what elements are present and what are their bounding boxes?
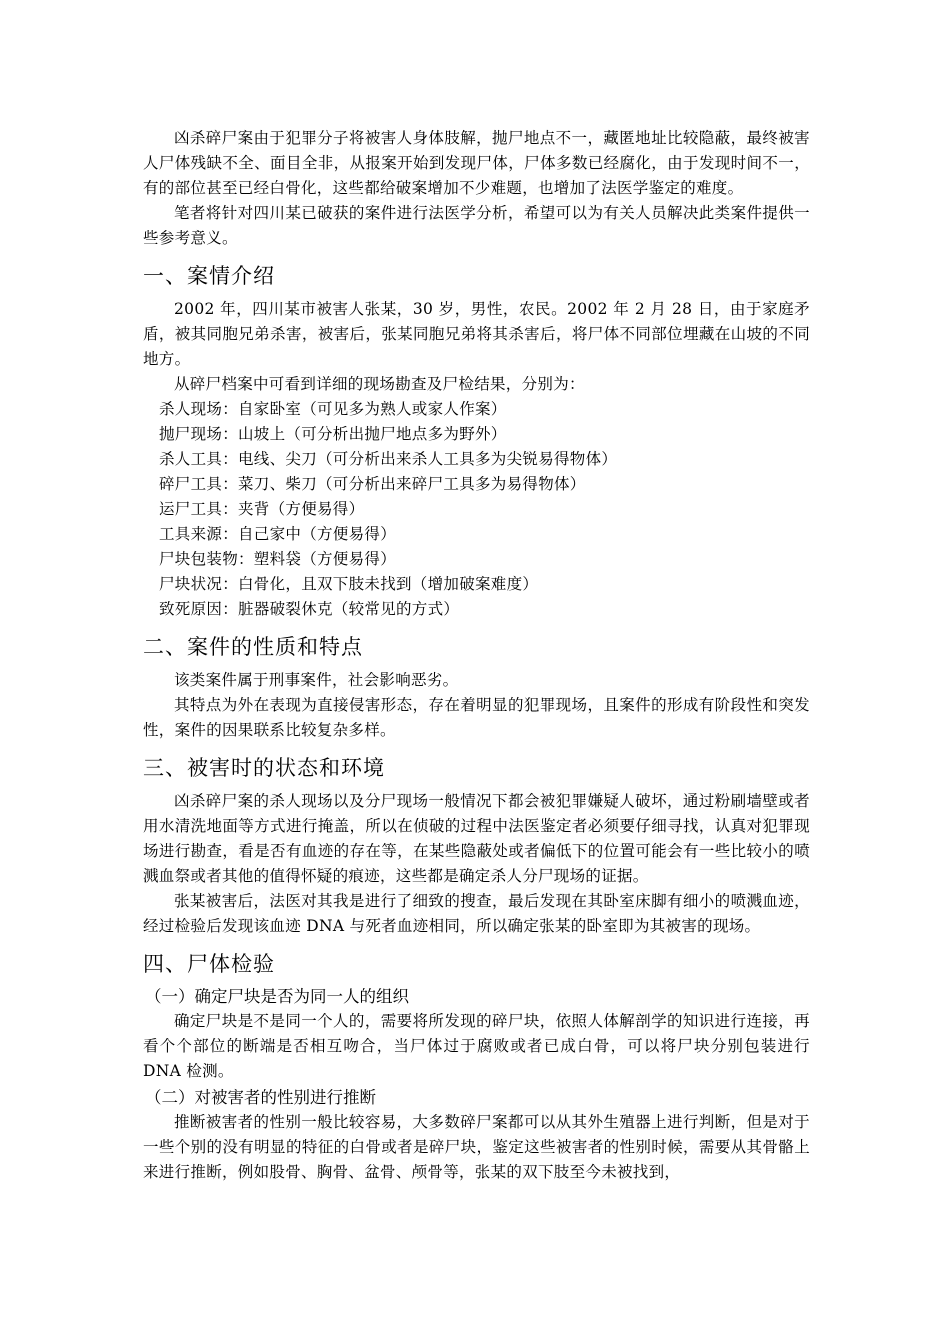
section-4-heading: 四、尸体检验 bbox=[143, 952, 275, 976]
finding-item: 杀人现场：自家卧室（可见多为熟人或家人作案） bbox=[159, 400, 507, 418]
finding-item: 尸块包装物：塑料袋（方便易得） bbox=[159, 550, 397, 568]
section-3-paragraph-1: 凶杀碎尸案的杀人现场以及分尸现场一般情况下都会被犯罪嫌疑人破坏，通过粉刷墙壁或者用水清洗地面等方式进行掩盖，所以在侦破的过程中法医鉴定者必须要仔细寻找，认真对犯罪现场进行勘查，看是否有血迹的存在等，在某些隐蔽处或者偏低下的位置可能会有一些比较小的喷溅血祭或者其他的值得怀疑的痕迹，这些都是确定杀人分尸现场的证据。 bbox=[143, 792, 810, 885]
section-1-paragraph-2: 从碎尸档案中可看到详细的现场勘查及尸检结果，分别为： bbox=[174, 375, 585, 393]
section-3-heading: 三、被害时的状态和环境 bbox=[143, 756, 385, 780]
finding-item: 抛尸现场：山坡上（可分析出抛尸地点多为野外） bbox=[159, 425, 507, 443]
subsection-1-paragraph: 确定尸块是不是同一个人的，需要将所发现的碎尸块，依照人体解剖学的知识进行连接，再看个个部位的断端是否相互吻合，当尸体过于腐败或者已成白骨，可以将尸块分别包装进行 DNA 检测。 bbox=[143, 1012, 810, 1080]
intro-paragraph-2: 笔者将针对四川某已破获的案件进行法医学分析，希望可以为有关人员解决此类案件提供一些参考意义。 bbox=[143, 204, 810, 247]
subsection-2-paragraph: 推断被害者的性别一般比较容易，大多数碎尸案都可以从其外生殖器上进行判断，但是对于一些个别的没有明显的特征的白骨或者是碎尸块，鉴定这些被害者的性别时候，需要从其骨骼上来进行推断，例如股骨、胸骨、盆骨、颅骨等，张某的双下肢至今未被找到， bbox=[143, 1113, 810, 1181]
section-2-heading: 二、案件的性质和特点 bbox=[143, 635, 363, 659]
section-2-paragraph-2: 其特点为外在表现为直接侵害形态，存在着明显的犯罪现场，且案件的形成有阶段性和突发性，案件的因果联系比较复杂多样。 bbox=[143, 696, 810, 739]
finding-item: 尸块状况：白骨化，且双下肢未找到（增加破案难度） bbox=[159, 575, 539, 593]
intro-paragraph-1: 凶杀碎尸案由于犯罪分子将被害人身体肢解，抛尸地点不一，藏匿地址比较隐蔽，最终被害人尸体残缺不全、面目全非，从报案开始到发现尸体，尸体多数已经腐化，由于发现时间不一，有的部位甚至已经白骨化，这些都给破案增加不少难题，也增加了法医学鉴定的难度。 bbox=[143, 129, 810, 197]
finding-item: 运尸工具：夹背（方便易得） bbox=[159, 500, 365, 518]
finding-item: 杀人工具：电线、尖刀（可分析出来杀人工具多为尖锐易得物体） bbox=[159, 450, 618, 468]
section-3-paragraph-2: 张某被害后，法医对其我是进行了细致的搜查，最后发现在其卧室床脚有细小的喷溅血迹，经过检验后发现该血迹 DNA 与死者血迹相同，所以确定张某的卧室即为其被害的现场。 bbox=[143, 892, 810, 935]
finding-item: 工具来源：自己家中（方便易得） bbox=[159, 525, 397, 543]
subsection-1-heading: （一）确定尸块是否为同一人的组织 bbox=[145, 987, 409, 1006]
section-1-heading: 一、案情介绍 bbox=[143, 264, 275, 288]
finding-item: 致死原因：脏器破裂休克（较常见的方式） bbox=[159, 600, 460, 618]
section-1-paragraph-1: 2002 年，四川某市被害人张某，30 岁，男性，农民。2002 年 2 月 28 日，由于家庭矛盾，被其同胞兄弟杀害，被害后，张某同胞兄弟将其杀害后，将尸体不同部位埋藏在山坡的不同地方。 bbox=[143, 300, 810, 368]
subsection-2-heading: （二）对被害者的性别进行推断 bbox=[145, 1088, 376, 1107]
section-2-paragraph-1: 该类案件属于刑事案件，社会影响恶劣。 bbox=[174, 671, 459, 689]
finding-item: 碎尸工具：菜刀、柴刀（可分析出来碎尸工具多为易得物体） bbox=[159, 475, 586, 493]
